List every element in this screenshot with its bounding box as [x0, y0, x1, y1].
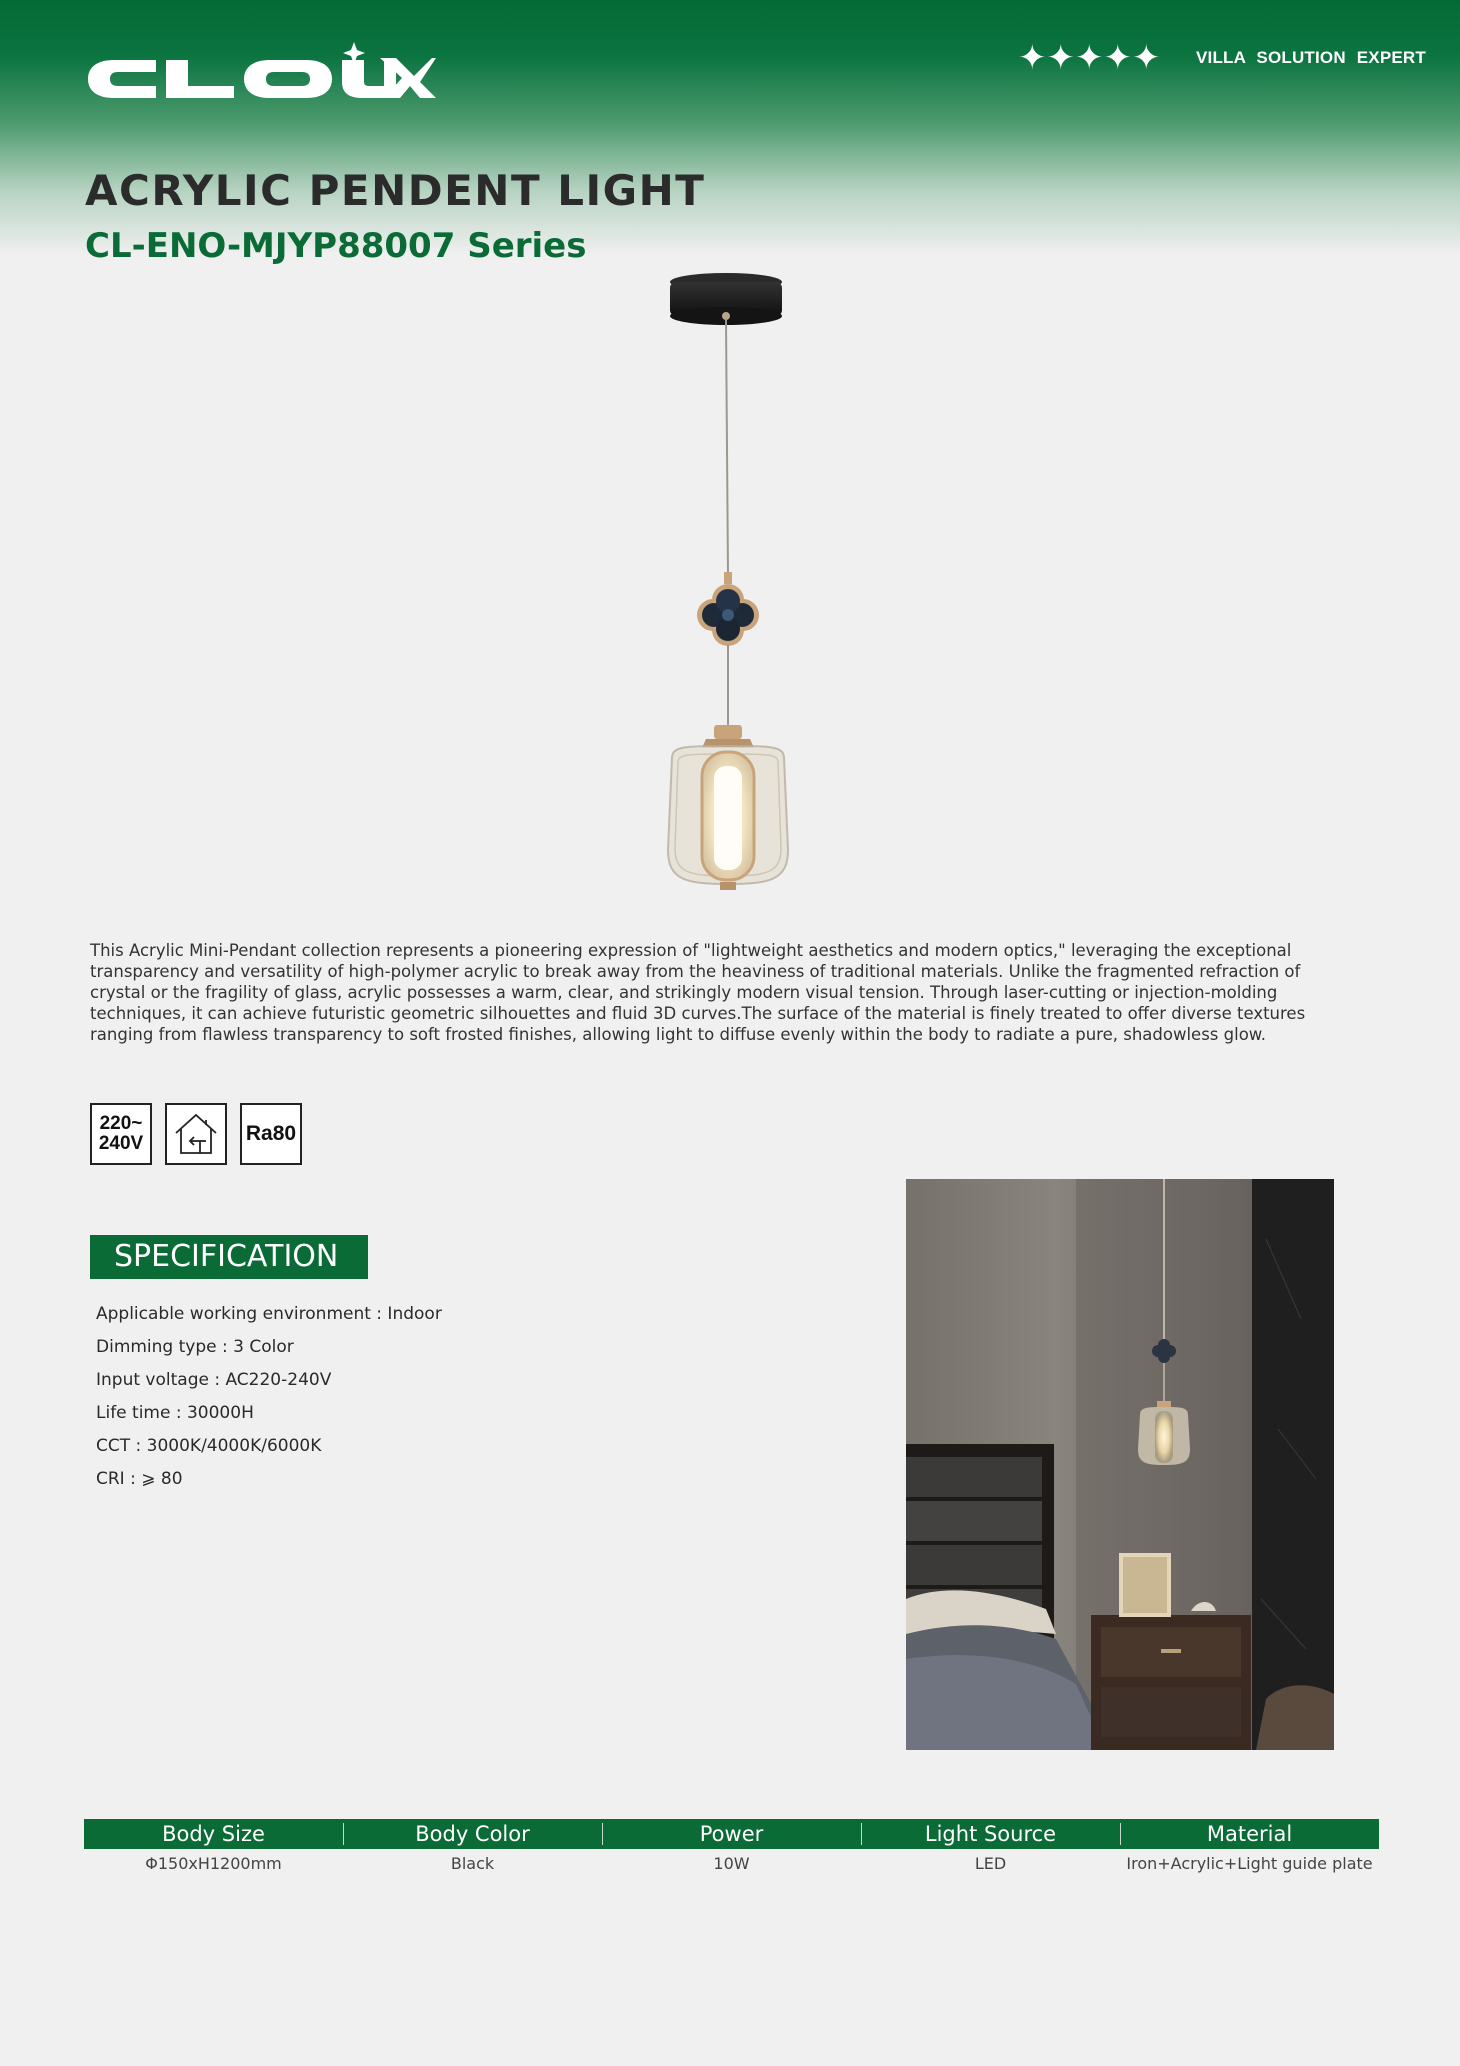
product-spec-table — [84, 1819, 1379, 1879]
spec-item: CRI : ⩾ 80 — [96, 1469, 183, 1489]
feature-badges — [90, 1103, 302, 1165]
specification-list — [96, 1302, 442, 1500]
spec-item: CCT : 3000K/4000K/6000K — [96, 1436, 322, 1456]
spec-item: Dimming type : 3 Color — [96, 1337, 294, 1357]
voltage-line-1: 220~ — [99, 1113, 143, 1134]
star-icon: ✦ — [1132, 38, 1161, 78]
column-header: Power — [602, 1819, 861, 1849]
table-cell: 10W — [713, 1854, 750, 1873]
column-header: Material — [1120, 1819, 1379, 1849]
brand-logo — [84, 42, 436, 104]
star-icon: ✦ — [1046, 38, 1075, 78]
voltage-badge — [90, 1103, 152, 1165]
spec-item: Applicable working environment : Indoor — [96, 1304, 442, 1324]
spec-item: Life time : 30000H — [96, 1403, 254, 1423]
table-header-row — [84, 1819, 1379, 1849]
voltage-line-2: 240V — [98, 1133, 144, 1154]
specification-heading: SPECIFICATION — [90, 1235, 368, 1279]
page-title: ACRYLIC PENDENT LIGHT — [85, 166, 706, 215]
table-cell: Black — [450, 1854, 495, 1873]
rating-stars — [1018, 40, 1161, 76]
star-icon: ✦ — [1018, 38, 1047, 78]
product-description: This Acrylic Mini-Pendant collection represents a pioneering expression of "lightweight aesthetics and modern optics," leveraging the exceptional transparency and versatility of high-polymer acrylic to break away from the heaviness of traditional materials. Unlike the fragmented refraction of crystal or the fragility of glass, acrylic possesses a warm, clear, and strikingly modern visual tension. Through laser-cutting or injection-molding techniques, it can achieve futuristic geometric silhouettes and fluid 3D curves.The surface of the material is finely treated to offer diverse textures ranging from flawless transparency to soft frosted finishes, allowing light to diffuse evenly within the body to radiate a pure, shadowless glow. — [90, 941, 1306, 1044]
room-scene-photo — [906, 1179, 1334, 1750]
star-icon: ✦ — [1103, 38, 1132, 78]
table-cell: Φ150xH1200mm — [145, 1854, 282, 1873]
pendant-product-image — [640, 270, 820, 910]
table-row — [84, 1849, 1379, 1879]
brand-tagline: VILLA SOLUTION EXPERT — [1196, 48, 1426, 67]
column-header: Body Color — [343, 1819, 602, 1849]
cri-badge: Ra80 — [240, 1103, 302, 1165]
column-header: Light Source — [861, 1819, 1120, 1849]
table-cell: Iron+Acrylic+Light guide plate — [1126, 1854, 1373, 1873]
indoor-house-icon — [165, 1103, 227, 1165]
header-band — [0, 0, 1460, 255]
spec-item: Input voltage : AC220-240V — [96, 1370, 332, 1390]
table-cell: LED — [974, 1854, 1007, 1873]
column-header: Body Size — [162, 1822, 265, 1846]
star-icon: ✦ — [1075, 38, 1104, 78]
series-subtitle: CL-ENO-MJYP88007 Series — [85, 226, 587, 266]
